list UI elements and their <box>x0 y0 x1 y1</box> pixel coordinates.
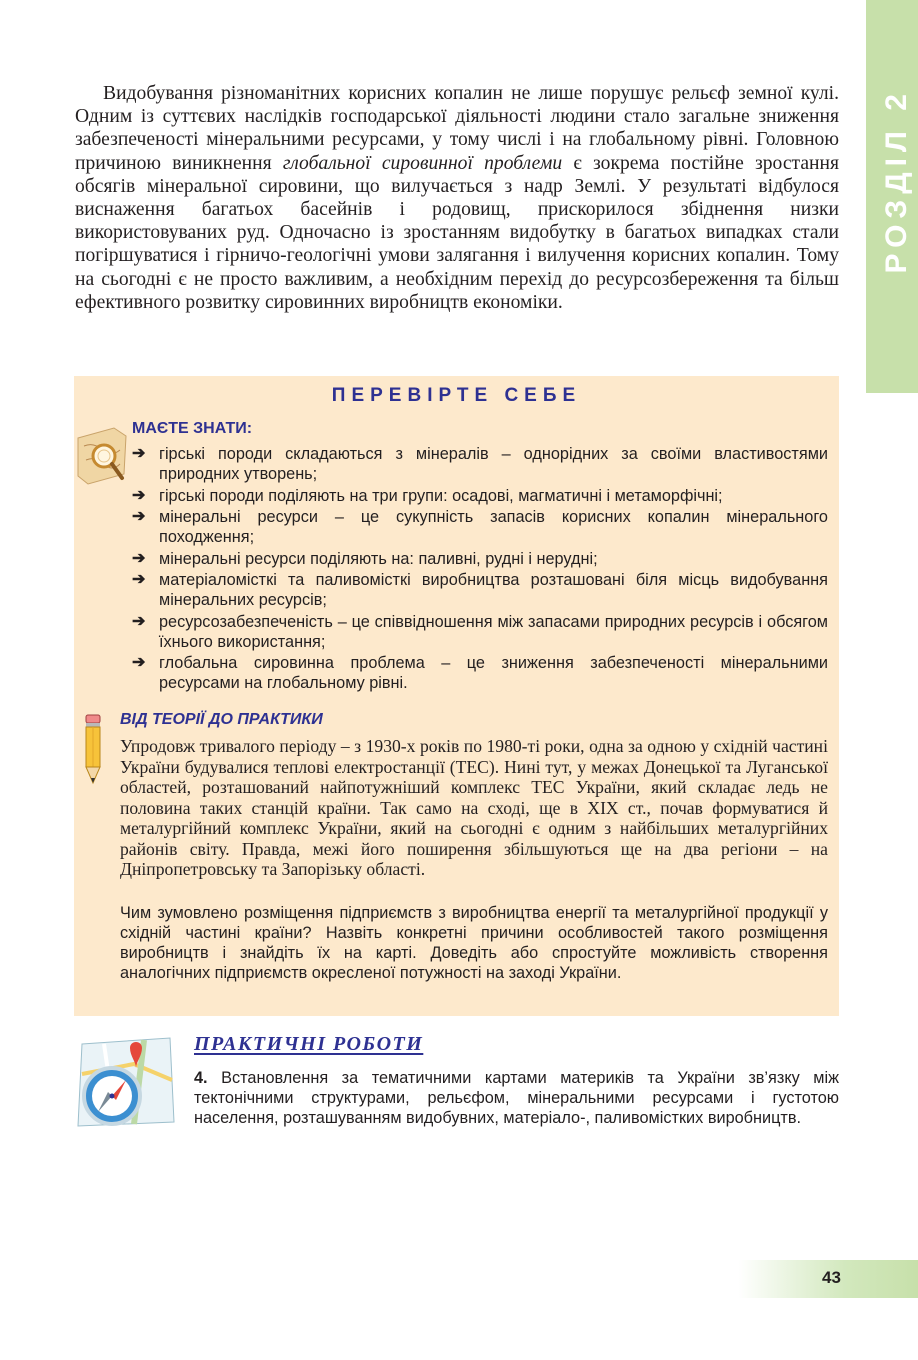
know-heading: МАЄТЕ ЗНАТИ: <box>132 420 253 437</box>
fact-text: глобальна сировинна проблема – це зниження забезпеченості мінеральними ресурсами на глобальному рівні. <box>159 654 828 692</box>
fact-text: матеріаломісткі та паливомісткі виробництва розташовані біля місць видобування мінеральних ресурсів; <box>159 571 828 609</box>
fact-text: гірські породи поділяють на три групи: осадові, магматичні і метаморфічні; <box>159 486 723 505</box>
fact-text: гірські породи складаються з мінералів – однорідних за своїми властивостями природних утворень; <box>159 445 828 483</box>
pencil-icon <box>82 713 104 785</box>
practice-title: ПРАКТИЧНІ РОБОТИ <box>194 1033 424 1055</box>
list-item <box>132 570 828 610</box>
arrow-icon: ➔ <box>132 445 146 462</box>
section-tab <box>866 0 918 393</box>
intro-emphasis: глобальної сировинної проблеми <box>282 152 563 174</box>
practice-number: 4. <box>194 1069 208 1087</box>
arrow-icon: ➔ <box>132 549 146 567</box>
intro-text-end: є зокрема постійне зростання обсягів мінеральної сировини, що вилучається з надр Землі. У результаті відбулося виснаження багатьох басейнів і родовищ, прискорилося збіднення низки використовуваних руд. Одночасно із зростанням видобутку в багатьох випадках стали погіршуватися і гірничо-геологічні умови залягання і вилучення корисних копалин. Тому на сьогодні є не просто важливим, а необхідним перехід до ресурсозбереження та більш ефективного розвитку сировинних виробництв економіки. <box>75 152 839 313</box>
arrow-icon: ➔ <box>132 508 146 525</box>
list-item <box>132 444 828 484</box>
list-item <box>132 507 828 547</box>
page-number-strip <box>738 1260 918 1298</box>
list-item <box>132 486 828 506</box>
fact-text: ресурсозабезпеченість – це співвідношення між запасами природних ресурсів і обсягом їхнього використання; <box>159 612 828 651</box>
theory-heading: ВІД ТЕОРІЇ ДО ПРАКТИКИ <box>120 711 323 728</box>
practice-paragraph <box>194 1068 839 1128</box>
section-tab-label: РОЗДІЛ 2 <box>880 88 913 274</box>
arrow-icon: ➔ <box>132 654 146 671</box>
page-number: 43 <box>822 1268 841 1287</box>
practice-text: Встановлення за тематичними картами материків та України зв’язку між тектонічними структурами, рельєфом, мінеральними ресурсами і густотою населення, розташуванням видобувних, матеріало-, паливомістких виробництв. <box>194 1069 840 1127</box>
facts-list <box>132 444 828 695</box>
arrow-icon: ➔ <box>132 571 146 588</box>
theory-paragraph: Упродовж тривалого періоду – з 1930-х років по 1980-ті роки, одна за одною у східній частині України будувалися теплові електростанції (ТЕС). Нині тут, у межах Донецької та Луганської областей, розташований найпотужніший комплекс ТЕС України, який складає ледь не половина таких станцій країни. Так само на сході, ще в XIX ст., почав формуватися й металургійний комплекс України, який на сьогодні є одним з найбільших металургійних районів світу. Правда, межі його поширення збільшуються ще на два регіони – на Дніпропетровську та Запорізьку області. <box>120 736 828 879</box>
fact-text: мінеральні ресурси – це сукупність запасів корисних копалин мінерального походження; <box>159 508 828 546</box>
list-item <box>132 653 828 693</box>
arrow-icon: ➔ <box>132 612 146 630</box>
task-paragraph: Чим зумовлено розміщення підприємств з виробництва енергії та металургійної продукції у східній частині країни? Назвіть конкретні причини особливостей такого розміщення виробництв і знайдіть їх на карті. Доведіть або спростуйте можливість створення аналогічних підприємств окресленої потужності на заході України. <box>120 904 828 982</box>
arrow-icon: ➔ <box>132 486 146 504</box>
list-item <box>132 549 828 569</box>
fact-text: мінеральні ресурси поділяють на: паливні, рудні і нерудні; <box>159 549 598 568</box>
self-check-box <box>74 376 839 1016</box>
map-compass-icon <box>74 1034 178 1130</box>
intro-text-start: Видобування різноманітних корисних копалин не лише порушує рельєф земної кулі. Одним із суттєвих наслідків господарської діяльності людини стало загальне зниження забезпеченості мінеральними ресурсами, у тому числі і на глобальному рівні. Головною причиною виникнення <box>75 83 839 174</box>
intro-paragraph <box>75 82 839 314</box>
self-check-title: ПЕРЕВІРТЕ СЕБЕ <box>331 385 582 406</box>
list-item <box>132 612 828 652</box>
map-magnifier-icon <box>74 420 134 492</box>
